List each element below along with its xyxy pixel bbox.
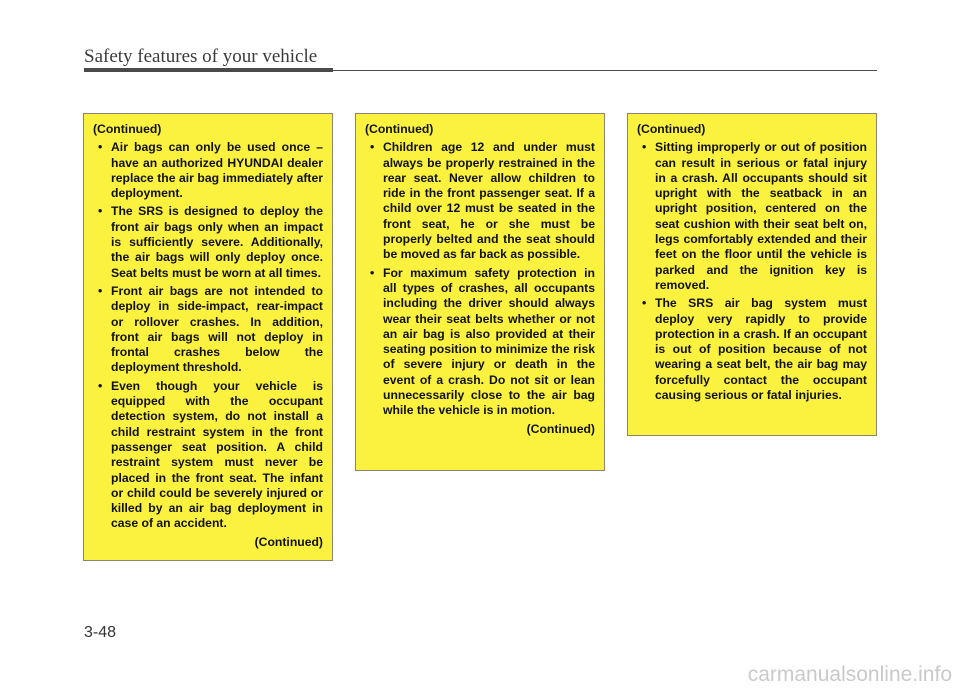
header-rule-thin xyxy=(333,70,877,71)
warning-box-1 xyxy=(83,113,333,561)
warning-list xyxy=(93,140,323,531)
continued-label: (Continued) xyxy=(365,122,434,136)
warning-list xyxy=(637,140,867,403)
page-number: 3-48 xyxy=(84,624,117,641)
continued-label: (Continued) xyxy=(637,122,706,136)
warning-item: • Even though your vehicle is equipped with the occupant detection system, do not install a child restraint system in the front passenger seat position. A child restraint system must never be placed in the front seat. The infant or child could be severely injured or killed by an air bag deployment in case of an accident. xyxy=(93,379,323,532)
warning-item: • Children age 12 and under must always be properly restrained in the rear seat. Never allow children to ride in the front passenger seat. If a child over 12 must be seated in the front seat, he or she must be properly belted and the seat should be moved as far back as possible. xyxy=(365,140,595,262)
header-rule-thick xyxy=(84,68,333,72)
continued-end-label: (Continued) xyxy=(526,421,595,436)
warning-item: • For maximum safety protection in all types of crashes, all occupants including the driver should always wear their seat belts whether or not an air bag is also provided at their seating position to minimize the risk of severe injury or death in the event of a crash. Do not sit or lean unnecessarily close to the air bag while the vehicle is in motion. xyxy=(365,266,595,419)
warning-list xyxy=(365,140,595,418)
warning-item: • Sitting improperly or out of position can result in serious or fatal injury in a crash. All occupants should sit upright with the seatback in an upright position, centered on the seat cushion with their seat belt on, legs comfortably extended and their feet on the floor until the vehicle is parked and the ignition key is removed. xyxy=(637,140,867,293)
page-header-title: Safety features of your vehicle xyxy=(84,46,318,67)
warning-box-2 xyxy=(355,113,605,471)
warning-item: • Air bags can only be used once – have an authorized HYUNDAI dealer replace the air bag immediately after deployment. xyxy=(93,140,323,201)
warning-item: • The SRS is designed to deploy the front air bags only when an impact is sufficiently severe. Additionally, the air bags will only deploy once. Seat belts must be worn at all times. xyxy=(93,204,323,280)
watermark: carmanualsonline.info xyxy=(747,663,952,686)
warning-box-3 xyxy=(627,113,877,436)
warning-item: • The SRS air bag system must deploy very rapidly to provide protection in a crash. If an occupant is out of position because of not wearing a seat belt, the air bag may forcefully contact the occupant causing serious or fatal injuries. xyxy=(637,296,867,403)
continued-label: (Continued) xyxy=(93,122,162,136)
warning-item: • Front air bags are not intended to deploy in side-impact, rear-impact or rollover crashes. In addition, front air bags will not deploy in frontal crashes below the deployment threshold. xyxy=(93,284,323,376)
continued-end-label: (Continued) xyxy=(254,534,323,549)
